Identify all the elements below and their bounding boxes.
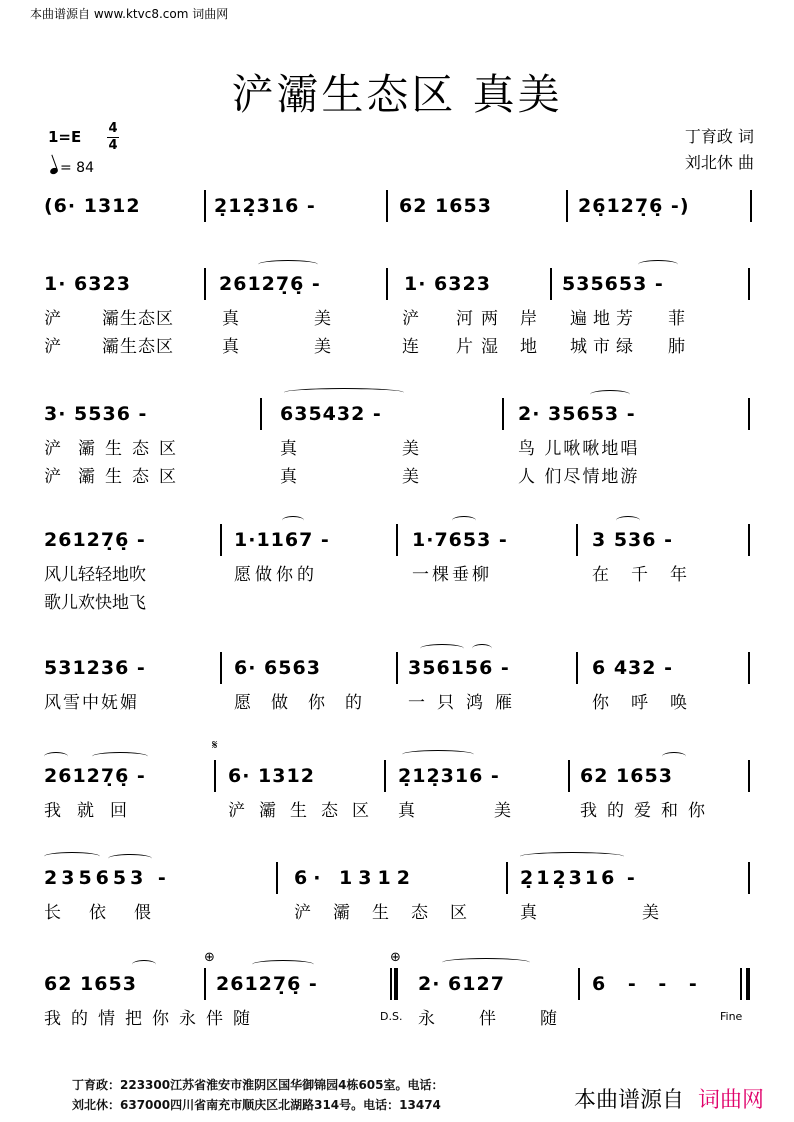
- bar-line: [748, 862, 750, 894]
- notes-line: [44, 270, 756, 298]
- measure: 3 536 -: [592, 529, 673, 551]
- bar-line: [204, 190, 206, 222]
- lyric-line-1: [44, 560, 756, 588]
- slur: [472, 644, 492, 653]
- notes-line: [44, 864, 756, 892]
- lyric: 风儿轻轻地吹: [44, 565, 146, 585]
- bar-line: [502, 398, 504, 430]
- lyric: 灞生态区: [102, 309, 174, 329]
- lyricist-credit: 丁育政 词: [684, 127, 754, 146]
- lyric: 真: [280, 439, 297, 459]
- lyric: 浐: [44, 439, 61, 459]
- lyric: 真: [398, 801, 415, 821]
- lyric: 我的情把你永伴随: [44, 1009, 260, 1029]
- measure: 6· 1312: [228, 765, 315, 787]
- tempo-marking: [50, 160, 94, 176]
- lyric: 地: [520, 337, 537, 357]
- contact-line-1: 丁育政：223300江苏省淮安市淮阴区国华御锦园4栋605室。电话：: [72, 1078, 444, 1092]
- lyric: 在千年: [592, 565, 709, 585]
- lyric: 片湿: [456, 337, 506, 357]
- score-system-5: [44, 654, 756, 716]
- lyric: 美: [494, 801, 511, 821]
- slur: [420, 644, 464, 653]
- bar-line: [748, 652, 750, 684]
- lyric: 灞生态区: [102, 337, 174, 357]
- score-system-7: [44, 864, 756, 926]
- bar-line: [578, 968, 580, 1000]
- slur: [44, 852, 100, 861]
- score-system-8: [44, 950, 756, 1032]
- score-system-1: [44, 192, 756, 220]
- measure: 62 1653: [44, 973, 137, 995]
- contact-line-2: 刘北休：637000四川省南充市顺庆区北湖路314号。电话：13474: [72, 1098, 441, 1112]
- measure: 1· 6323: [404, 273, 491, 295]
- lyric: 河两: [456, 309, 506, 329]
- measure: 6 432 -: [592, 657, 673, 679]
- notes-line: [44, 654, 756, 682]
- meter-bottom: 4: [108, 138, 118, 153]
- lyric: 真: [280, 467, 297, 487]
- measure: 531236 -: [44, 657, 146, 679]
- measure: 2· 35653 -: [518, 403, 636, 425]
- lyric: 真: [222, 309, 239, 329]
- bar-line: [748, 268, 750, 300]
- notes-line: [44, 400, 756, 428]
- bar-line: [748, 760, 750, 792]
- lyric: 浐灞生态区: [294, 903, 489, 923]
- watermark-right: 词曲网: [697, 1088, 764, 1113]
- lyric-line-1: [44, 688, 756, 716]
- da-segno-mark: D.S.: [380, 1010, 403, 1023]
- bar-line: [386, 268, 388, 300]
- bar-line: [576, 652, 578, 684]
- measure: 6 - - -: [592, 973, 705, 995]
- lyric: 岸: [520, 309, 537, 329]
- segno-icon: 𝄋: [212, 738, 218, 753]
- score-system-3: [44, 400, 756, 490]
- bar-line: [396, 524, 398, 556]
- measure: 26127̣6̣ -: [219, 273, 321, 295]
- bar-line: [566, 190, 568, 222]
- lyric: 美: [402, 467, 419, 487]
- slur: [616, 516, 640, 525]
- measure: 3· 5536 -: [44, 403, 148, 425]
- lyric: 人 们尽情地游: [518, 467, 640, 487]
- lyric: 你呼唤: [592, 693, 709, 713]
- measure: 1· 6323: [44, 273, 131, 295]
- slur: [108, 854, 152, 863]
- lyric: 浐: [44, 337, 61, 357]
- slur: [520, 852, 624, 861]
- coda-icon: ⊕: [204, 950, 215, 965]
- measure: 26127̣6̣ -: [216, 973, 318, 995]
- measure: (6· 1312: [44, 195, 141, 217]
- lyric: 我的爱和你: [580, 801, 715, 821]
- bar-line: [220, 652, 222, 684]
- lyric: 真: [520, 903, 537, 923]
- measure: 1·1167 -: [234, 529, 330, 551]
- lyric: 美: [642, 903, 659, 923]
- bar-line: [506, 862, 508, 894]
- measure: 6· 1312: [294, 867, 416, 889]
- lyric: 浐灞生态区: [228, 801, 383, 821]
- meter-top: 4: [108, 121, 118, 136]
- bar-line: [204, 968, 206, 1000]
- lyric: 浐: [44, 309, 61, 329]
- bar-line: [390, 968, 392, 1000]
- measure: 356156 -: [408, 657, 510, 679]
- lyric-line-1: [44, 304, 756, 332]
- bar-line: [748, 398, 750, 430]
- lyric-line-1: [44, 1004, 756, 1032]
- lyric: 歌儿欢快地飞: [44, 593, 146, 613]
- measure: 635432 -: [280, 403, 382, 425]
- lyric: 灞生态区: [78, 439, 186, 459]
- bar-line: [740, 968, 742, 1000]
- bar-line: [748, 524, 750, 556]
- bar-line: [260, 398, 262, 430]
- lyric: 我就回: [44, 801, 143, 821]
- slur: [638, 260, 678, 269]
- lyric: 城市绿: [570, 337, 639, 357]
- lyric: 美: [314, 309, 331, 329]
- measure: 62 1653: [399, 195, 492, 217]
- lyric: 鸟 儿啾啾地唱: [518, 439, 640, 459]
- watermark: [574, 1083, 764, 1114]
- measure: 6· 6563: [234, 657, 321, 679]
- slur: [590, 390, 630, 399]
- tempo-value: = 84: [60, 160, 94, 176]
- lyric: 菲: [668, 309, 685, 329]
- measure: 2̣12̣316 -: [520, 867, 638, 889]
- slur: [452, 516, 476, 525]
- slur: [258, 260, 318, 269]
- measure: 535653 -: [562, 273, 664, 295]
- quarter-note-icon: [49, 167, 59, 175]
- lyric-line-1: [44, 898, 756, 926]
- repeat-bar-line: [394, 968, 398, 1000]
- score-system-2: [44, 270, 756, 360]
- watermark-left: 本曲谱源自: [573, 1088, 684, 1113]
- bar-line: [568, 760, 570, 792]
- slur: [282, 516, 304, 525]
- lyric-line-1: [44, 434, 756, 462]
- bar-line: [204, 268, 206, 300]
- lyric: 愿做你的: [234, 693, 382, 713]
- slur: [132, 960, 156, 969]
- key-signature: 1=E: [48, 128, 82, 146]
- lyric: 永伴随: [418, 1009, 601, 1029]
- lyric-line-1: [44, 796, 756, 824]
- measure: 2· 6127: [418, 973, 505, 995]
- bar-line: [276, 862, 278, 894]
- lyric: 遍地芳: [570, 309, 639, 329]
- lyric: 愿做你的: [234, 565, 318, 585]
- lyric-line-2: [44, 588, 756, 616]
- notes-line: [44, 762, 756, 790]
- lyric: 一棵垂柳: [412, 565, 492, 585]
- fine-mark: Fine: [720, 1010, 743, 1023]
- lyric: 真: [222, 337, 239, 357]
- slur: [44, 752, 68, 761]
- bar-line: [386, 190, 388, 222]
- slur: [402, 750, 474, 759]
- measure: 26127̣6̣ -: [44, 765, 146, 787]
- lyric: 风雪中妩媚: [44, 693, 139, 713]
- score-system-4: [44, 526, 756, 616]
- bar-line: [550, 268, 552, 300]
- measure: 26127̣6̣ -: [44, 529, 146, 551]
- lyric: 肺: [668, 337, 685, 357]
- measure: 2̣12̣316 -: [398, 765, 500, 787]
- lyric: 美: [402, 439, 419, 459]
- slur: [442, 958, 530, 967]
- lyric: 美: [314, 337, 331, 357]
- notes-line: [44, 970, 756, 998]
- measure: 235653 -: [44, 867, 170, 889]
- composer-credit: 刘北休 曲: [684, 153, 754, 172]
- notes-line: [44, 192, 756, 220]
- slur: [662, 752, 686, 761]
- bar-line: [384, 760, 386, 792]
- measure: 62 1653: [580, 765, 673, 787]
- bar-line: [576, 524, 578, 556]
- lyric: 浐: [44, 467, 61, 487]
- notes-line: [44, 526, 756, 554]
- bar-line: [396, 652, 398, 684]
- song-title: 浐灞生态区 真美: [231, 70, 563, 119]
- measure: 26̣127̣6̣ -): [578, 195, 690, 217]
- bar-line: [220, 524, 222, 556]
- lyric: 连: [402, 337, 419, 357]
- slur: [284, 388, 404, 397]
- slur: [252, 960, 314, 969]
- slur: [92, 752, 148, 761]
- coda-icon: ⊕: [390, 950, 401, 965]
- lyric-line-2: [44, 332, 756, 360]
- score-system-6: [44, 738, 756, 824]
- lyric: 长依偎: [44, 903, 179, 923]
- lyric: 一只鸿雁: [408, 693, 524, 713]
- lyric: 灞生态区: [78, 467, 186, 487]
- lyric-line-2: [44, 462, 756, 490]
- bar-line: [214, 760, 216, 792]
- bar-line: [750, 190, 752, 222]
- source-banner: 本曲谱源自 www.ktvc8.com 词曲网: [30, 7, 229, 21]
- lyric: 浐: [402, 309, 419, 329]
- measure: 2̣12̣316 -: [214, 195, 316, 217]
- final-bar-line: [746, 968, 750, 1000]
- time-signature: [106, 121, 120, 154]
- measure: 1·7653 -: [412, 529, 508, 551]
